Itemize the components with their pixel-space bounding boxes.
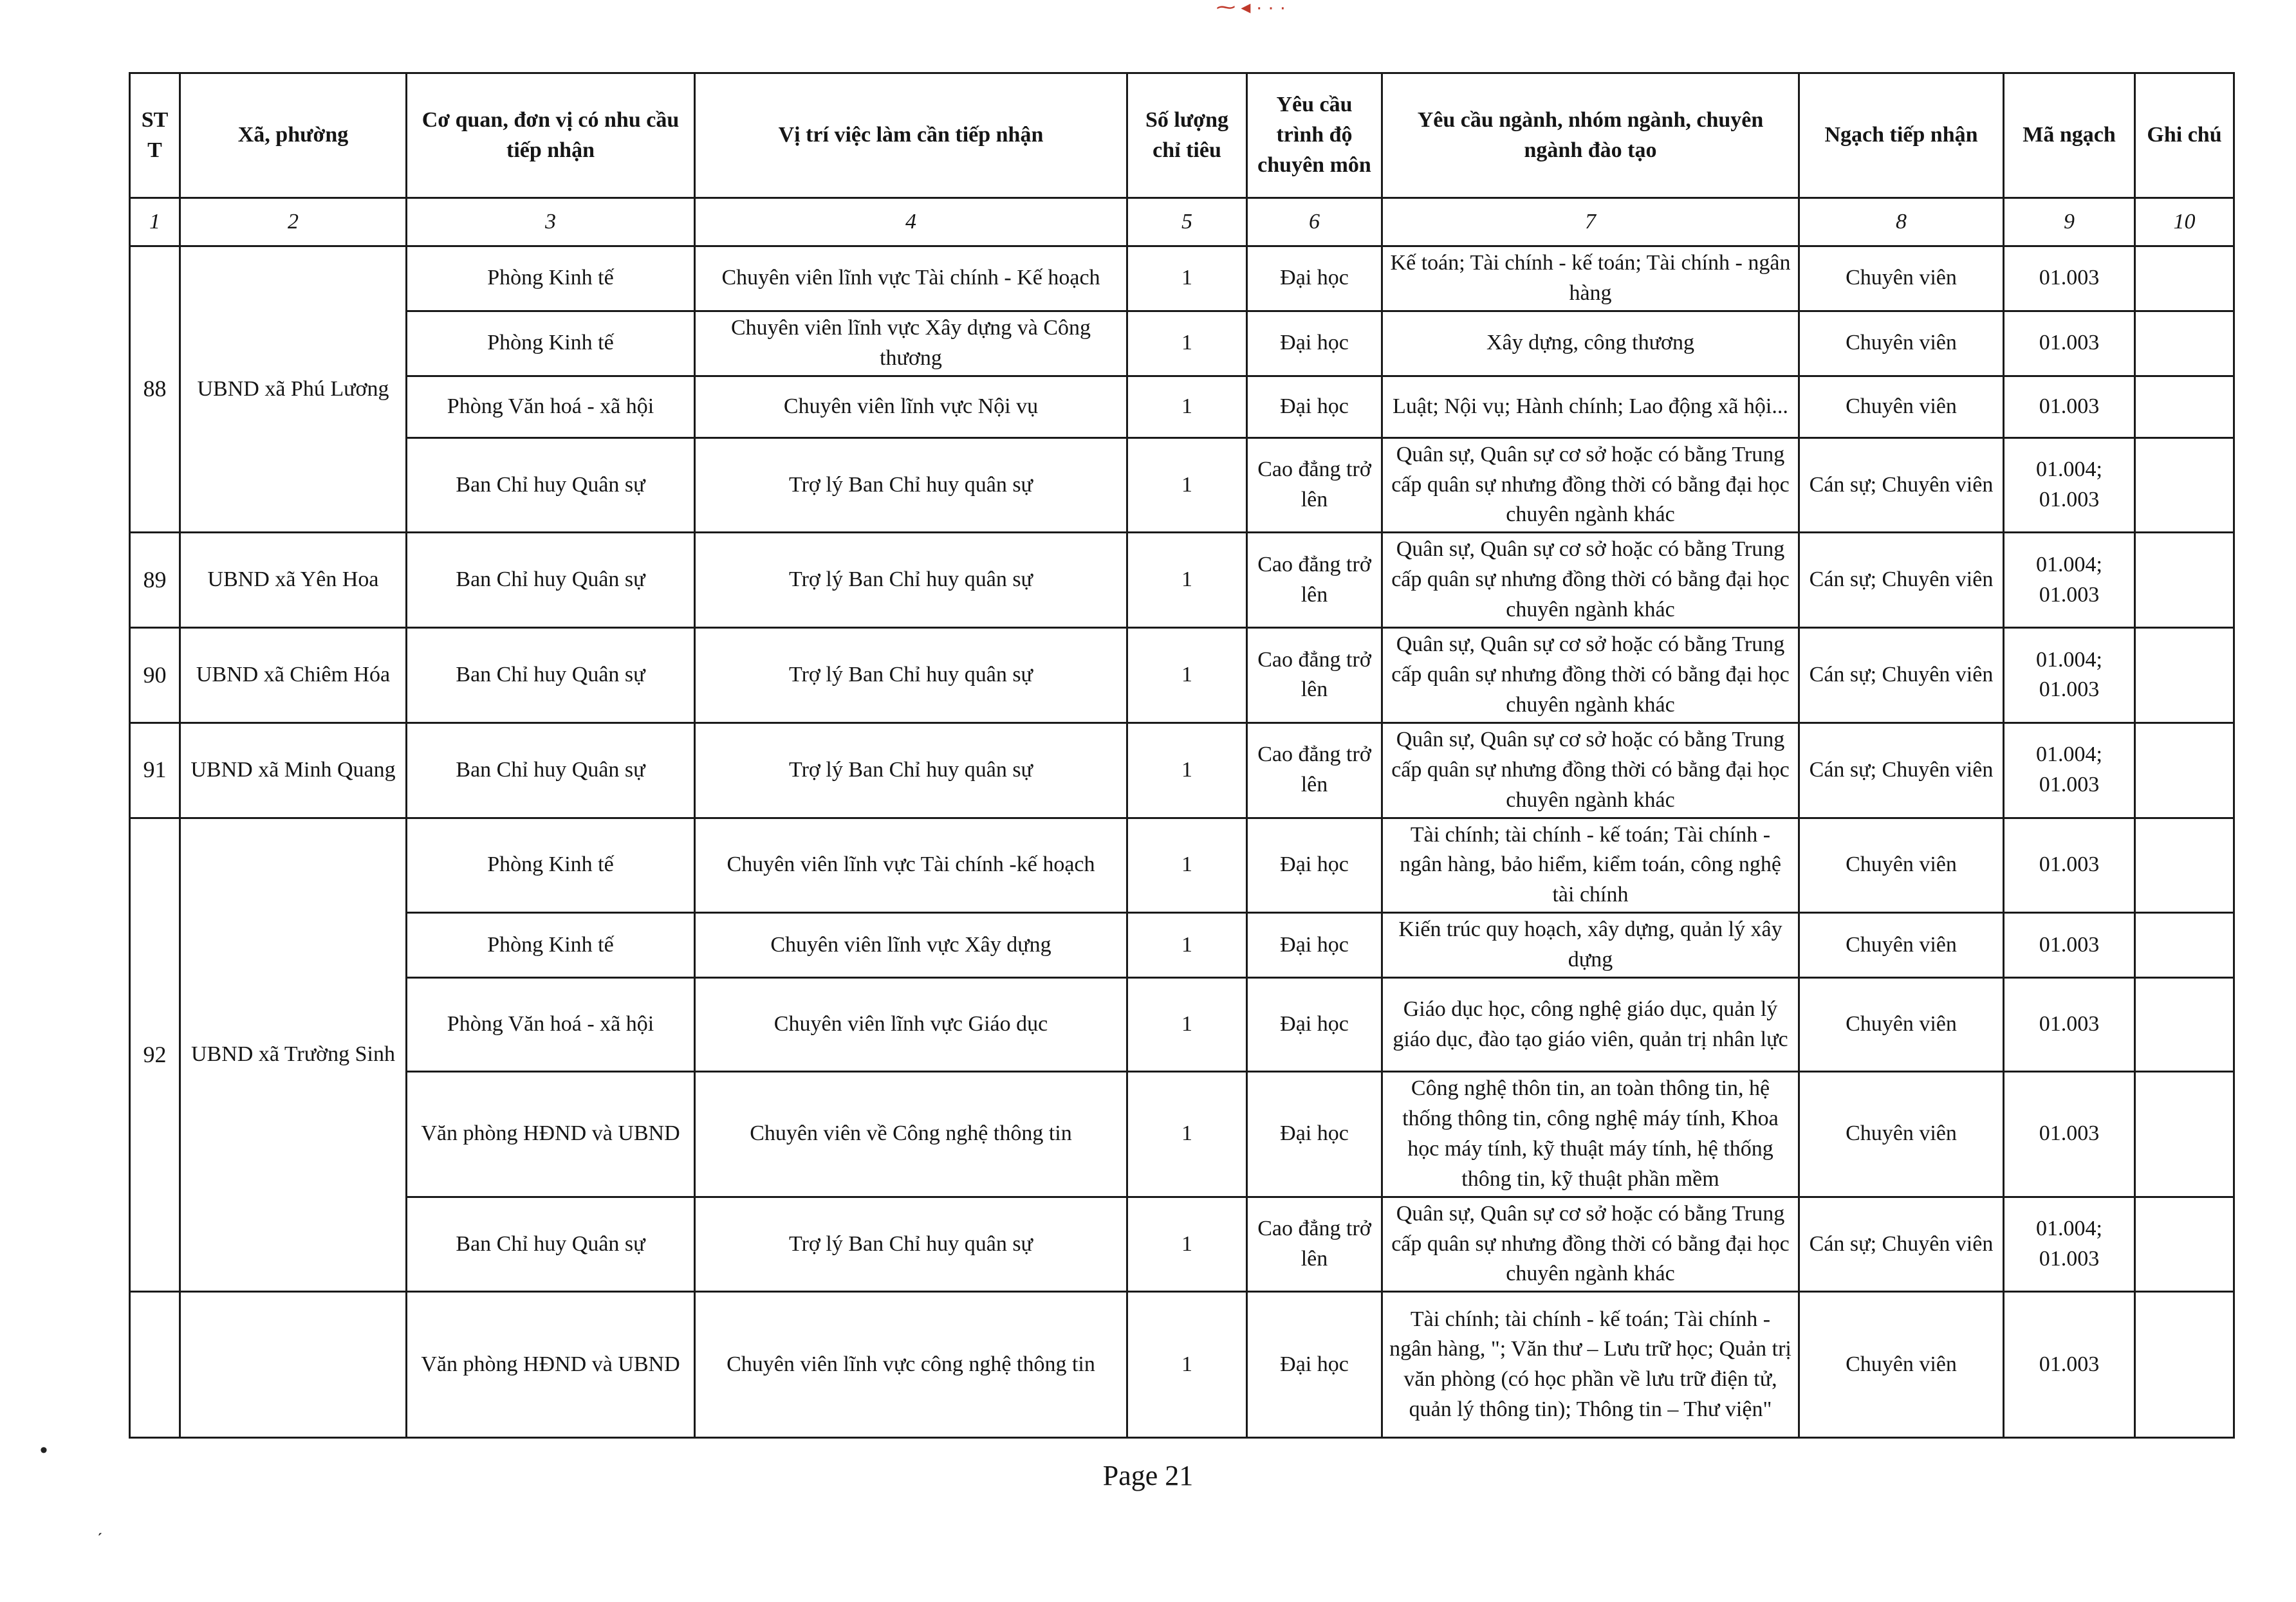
vi-tri-cell: Chuyên viên lĩnh vực công nghệ thông tin [695,1292,1127,1438]
vi-tri-cell: Chuyên viên lĩnh vực Xây dựng [695,913,1127,978]
col-header-co-quan: Cơ quan, đơn vị có nhu cầu tiếp nhận [407,73,695,198]
col-header-vi-tri: Vị trí việc làm cần tiếp nhận [695,73,1127,198]
col-index: 9 [2004,198,2135,246]
so-luong-cell: 1 [1127,628,1247,723]
ngach-cell: Cán sự; Chuyên viên [1799,723,2004,818]
so-luong-cell: 1 [1127,978,1247,1072]
table-row [130,1072,2234,1197]
col-index: 2 [180,198,407,246]
trinh-do-cell: Cao đẳng trở lên [1247,437,1382,533]
xa-cell: UBND xã Yên Hoa [180,533,407,628]
trinh-do-cell: Đại học [1247,1292,1382,1438]
ngach-cell: Cán sự; Chuyên viên [1799,533,2004,628]
page-number: Page 21 [1102,1460,1194,1491]
ngach-cell: Chuyên viên [1799,1292,2004,1438]
co-quan-cell: Phòng Văn hoá - xã hội [407,978,695,1072]
top-scan-mark: ⁓ ◂ · · · [1216,0,1286,18]
co-quan-cell: Ban Chỉ huy Quân sự [407,628,695,723]
trinh-do-cell: Đại học [1247,246,1382,311]
stt-cell: 92 [130,818,180,1292]
nganh-cell: Kế toán; Tài chính - kế toán; Tài chính - ngân hàng [1382,246,1799,311]
table-row [130,1292,2234,1438]
ma-ngach-cell: 01.003 [2004,376,2135,437]
table-row [130,533,2234,628]
ghi-chu-cell [2135,437,2234,533]
co-quan-cell: Phòng Kinh tế [407,913,695,978]
co-quan-cell: Văn phòng HĐND và UBND [407,1292,695,1438]
ghi-chu-cell [2135,818,2234,913]
so-luong-cell: 1 [1127,246,1247,311]
col-index: 6 [1247,198,1382,246]
ghi-chu-cell [2135,376,2234,437]
so-luong-cell: 1 [1127,723,1247,818]
co-quan-cell: Phòng Kinh tế [407,311,695,376]
ghi-chu-cell [2135,1072,2234,1197]
col-index: 7 [1382,198,1799,246]
ngach-cell: Chuyên viên [1799,978,2004,1072]
so-luong-cell: 1 [1127,311,1247,376]
xa-cell [180,1292,407,1438]
vi-tri-cell: Trợ lý Ban Chỉ huy quân sự [695,723,1127,818]
ghi-chu-cell [2135,1292,2234,1438]
col-header-ghi-chu: Ghi chú [2135,73,2234,198]
vi-tri-cell: Trợ lý Ban Chỉ huy quân sự [695,1197,1127,1292]
column-index-row [130,198,2234,246]
trinh-do-cell: Đại học [1247,311,1382,376]
table-row [130,723,2234,818]
so-luong-cell: 1 [1127,376,1247,437]
ma-ngach-cell: 01.004; 01.003 [2004,1197,2135,1292]
ngach-cell: Chuyên viên [1799,376,2004,437]
header-row [130,73,2234,198]
ma-ngach-cell: 01.004; 01.003 [2004,628,2135,723]
ma-ngach-cell: 01.004; 01.003 [2004,723,2135,818]
co-quan-cell: Ban Chỉ huy Quân sự [407,533,695,628]
ngach-cell: Cán sự; Chuyên viên [1799,1197,2004,1292]
ma-ngach-cell: 01.004; 01.003 [2004,533,2135,628]
trinh-do-cell: Cao đẳng trở lên [1247,628,1382,723]
table-row [130,628,2234,723]
nganh-cell: Quân sự, Quân sự cơ sở hoặc có bằng Trung cấp quân sự nhưng đồng thời có bằng đại học chuyên ngành khác [1382,723,1799,818]
table-row [130,1197,2234,1292]
co-quan-cell: Ban Chỉ huy Quân sự [407,1197,695,1292]
co-quan-cell: Ban Chỉ huy Quân sự [407,723,695,818]
trinh-do-cell: Đại học [1247,978,1382,1072]
ma-ngach-cell: 01.003 [2004,1292,2135,1438]
nganh-cell: Quân sự, Quân sự cơ sở hoặc có bằng Trung cấp quân sự nhưng đồng thời có bằng đại học chuyên ngành khác [1382,533,1799,628]
xa-cell: UBND xã Phú Lương [180,246,407,533]
ghi-chu-cell [2135,311,2234,376]
ngach-cell: Chuyên viên [1799,818,2004,913]
co-quan-cell: Văn phòng HĐND và UBND [407,1072,695,1197]
col-header-nganh: Yêu cầu ngành, nhóm ngành, chuyên ngành đào tạo [1382,73,1799,198]
co-quan-cell: Ban Chỉ huy Quân sự [407,437,695,533]
ngach-cell: Cán sự; Chuyên viên [1799,628,2004,723]
trinh-do-cell: Đại học [1247,818,1382,913]
vi-tri-cell: Chuyên viên về Công nghệ thông tin [695,1072,1127,1197]
nganh-cell: Tài chính; tài chính - kế toán; Tài chính - ngân hàng, bảo hiểm, kiểm toán, công nghệ tài chính [1382,818,1799,913]
col-index: 3 [407,198,695,246]
col-header-ma-ngach: Mã ngạch [2004,73,2135,198]
table-row [130,246,2234,311]
ghi-chu-cell [2135,246,2234,311]
so-luong-cell: 1 [1127,1072,1247,1197]
table-row [130,978,2234,1072]
ngach-cell: Chuyên viên [1799,1072,2004,1197]
col-header-stt: STT [130,73,180,198]
vi-tri-cell: Trợ lý Ban Chỉ huy quân sự [695,628,1127,723]
ma-ngach-cell: 01.003 [2004,913,2135,978]
xa-cell: UBND xã Chiêm Hóa [180,628,407,723]
scan-speck: • [40,1438,48,1462]
nganh-cell: Kiến trúc quy hoạch, xây dựng, quản lý xây dựng [1382,913,1799,978]
nganh-cell: Quân sự, Quân sự cơ sở hoặc có bằng Trung cấp quân sự nhưng đồng thời có bằng đại học chuyên ngành khác [1382,437,1799,533]
nganh-cell: Tài chính; tài chính - kế toán; Tài chính - ngân hàng, "; Văn thư – Lưu trữ học; Quản trị văn phòng (có học phần về lưu trữ điện tử, quản lý thông tin); Thông tin – Thư viện" [1382,1292,1799,1438]
trinh-do-cell: Cao đẳng trở lên [1247,723,1382,818]
ma-ngach-cell: 01.003 [2004,246,2135,311]
col-index: 1 [130,198,180,246]
trinh-do-cell: Cao đẳng trở lên [1247,533,1382,628]
stt-cell: 89 [130,533,180,628]
vi-tri-cell: Chuyên viên lĩnh vực Nội vụ [695,376,1127,437]
so-luong-cell: 1 [1127,1197,1247,1292]
col-index: 10 [2135,198,2234,246]
stt-cell: 91 [130,723,180,818]
ma-ngach-cell: 01.003 [2004,978,2135,1072]
col-index: 5 [1127,198,1247,246]
trinh-do-cell: Cao đẳng trở lên [1247,1197,1382,1292]
stt-cell: 88 [130,246,180,533]
ma-ngach-cell: 01.003 [2004,818,2135,913]
table-row [130,818,2234,913]
col-header-trinh-do: Yêu cầu trình độ chuyên môn [1247,73,1382,198]
nganh-cell: Quân sự, Quân sự cơ sở hoặc có bằng Trung cấp quân sự nhưng đồng thời có bằng đại học chuyên ngành khác [1382,628,1799,723]
vi-tri-cell: Chuyên viên lĩnh vực Xây dựng và Công thương [695,311,1127,376]
col-header-ngach: Ngạch tiếp nhận [1799,73,2004,198]
nganh-cell: Xây dựng, công thương [1382,311,1799,376]
ngach-cell: Chuyên viên [1799,246,2004,311]
so-luong-cell: 1 [1127,1292,1247,1438]
ma-ngach-cell: 01.003 [2004,311,2135,376]
table-row [130,311,2234,376]
vi-tri-cell: Chuyên viên lĩnh vực Tài chính -kế hoạch [695,818,1127,913]
table-row [130,913,2234,978]
ngach-cell: Chuyên viên [1799,311,2004,376]
vi-tri-cell: Trợ lý Ban Chỉ huy quân sự [695,533,1127,628]
nganh-cell: Giáo dục học, công nghệ giáo dục, quản lý giáo dục, đào tạo giáo viên, quản trị nhân lực [1382,978,1799,1072]
xa-cell: UBND xã Trường Sinh [180,818,407,1292]
trinh-do-cell: Đại học [1247,913,1382,978]
recruitment-table [129,72,2235,1439]
so-luong-cell: 1 [1127,533,1247,628]
scan-speck: ˏ [97,1516,103,1536]
stt-cell: 90 [130,628,180,723]
ghi-chu-cell [2135,1197,2234,1292]
ma-ngach-cell: 01.003 [2004,1072,2135,1197]
col-index: 4 [695,198,1127,246]
vi-tri-cell: Chuyên viên lĩnh vực Tài chính - Kế hoạch [695,246,1127,311]
trinh-do-cell: Đại học [1247,376,1382,437]
ghi-chu-cell [2135,978,2234,1072]
ngach-cell: Chuyên viên [1799,913,2004,978]
co-quan-cell: Phòng Kinh tế [407,246,695,311]
ghi-chu-cell [2135,533,2234,628]
so-luong-cell: 1 [1127,913,1247,978]
vi-tri-cell: Trợ lý Ban Chỉ huy quân sự [695,437,1127,533]
ghi-chu-cell [2135,723,2234,818]
ghi-chu-cell [2135,628,2234,723]
nganh-cell: Luật; Nội vụ; Hành chính; Lao động xã hội... [1382,376,1799,437]
co-quan-cell: Phòng Kinh tế [407,818,695,913]
ma-ngach-cell: 01.004; 01.003 [2004,437,2135,533]
trinh-do-cell: Đại học [1247,1072,1382,1197]
vi-tri-cell: Chuyên viên lĩnh vực Giáo dục [695,978,1127,1072]
xa-cell: UBND xã Minh Quang [180,723,407,818]
ghi-chu-cell [2135,913,2234,978]
ngach-cell: Cán sự; Chuyên viên [1799,437,2004,533]
col-index: 8 [1799,198,2004,246]
stt-cell [130,1292,180,1438]
so-luong-cell: 1 [1127,437,1247,533]
nganh-cell: Công nghệ thôn tin, an toàn thông tin, hệ thống thông tin, công nghệ máy tính, Khoa học máy tính, kỹ thuật máy tính, hệ thống thông tin, kỹ thuật phần mềm [1382,1072,1799,1197]
table-row [130,376,2234,437]
co-quan-cell: Phòng Văn hoá - xã hội [407,376,695,437]
so-luong-cell: 1 [1127,818,1247,913]
table-row [130,437,2234,533]
nganh-cell: Quân sự, Quân sự cơ sở hoặc có bằng Trung cấp quân sự nhưng đồng thời có bằng đại học chuyên ngành khác [1382,1197,1799,1292]
col-header-so-luong: Số lượng chỉ tiêu [1127,73,1247,198]
col-header-xa-phuong: Xã, phường [180,73,407,198]
